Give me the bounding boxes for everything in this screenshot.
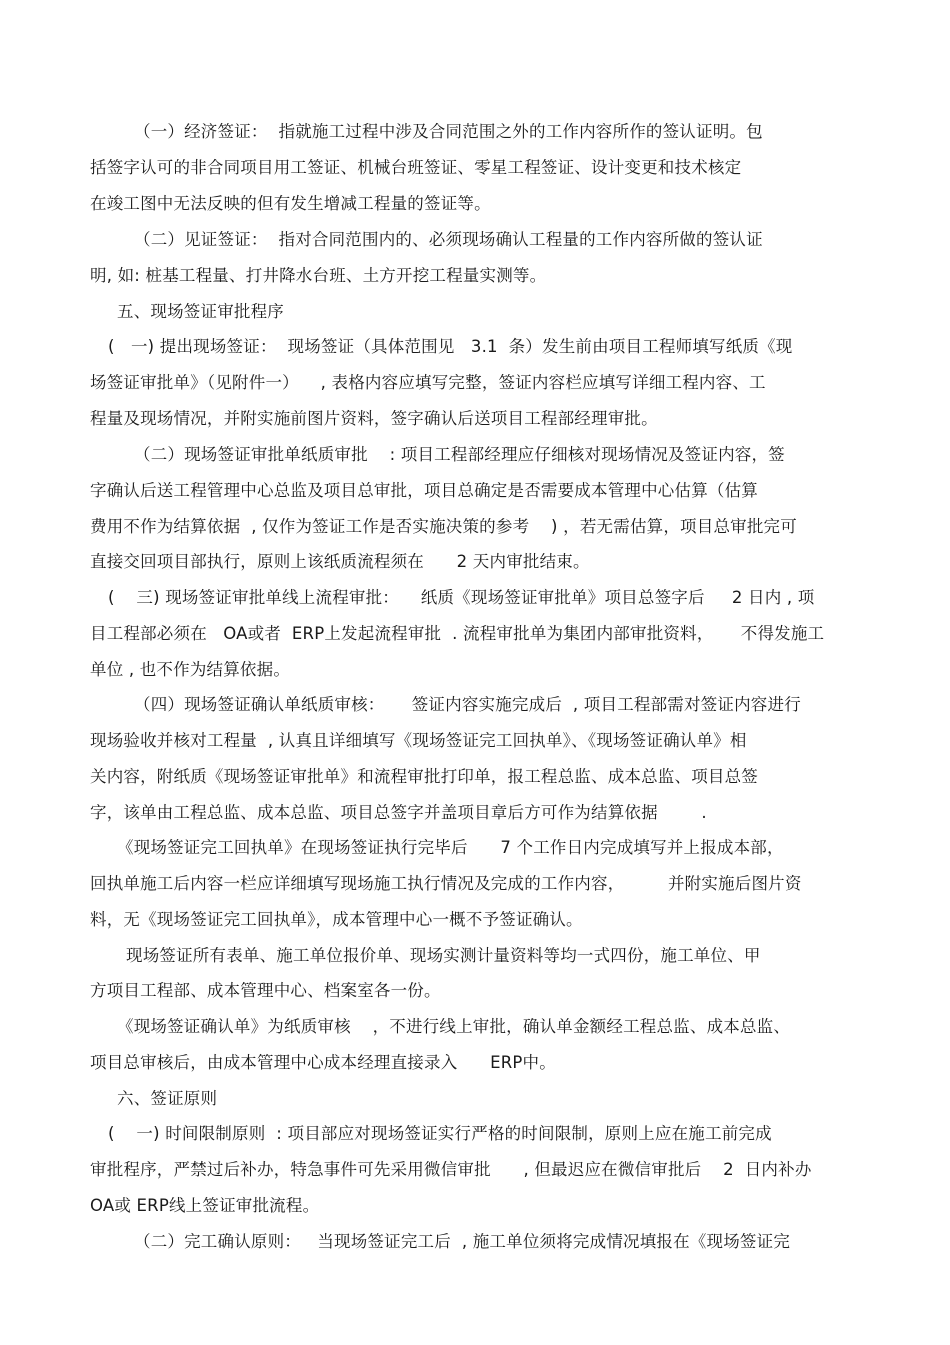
para-confirmation-form-line-1: 《现场签证确认单》为纸质审核 ，不进行线上审批，确认单金额经工程总监、成本总监、: [117, 1017, 791, 1036]
para-time-limit-line-3: OA或 ERP线上签证审批流程。: [90, 1196, 320, 1215]
para-witness-visa-line-2: 明, 如: 桩基工程量、打井降水台班、土方开挖工程量实测等。: [90, 266, 547, 285]
para-confirmation-review-line-1: （四）现场签证确认单纸质审核： 签证内容实施完成后 , 项目工程部需对签证内容进行: [134, 695, 801, 714]
para-economic-visa-line-1: （一）经济签证： 指就施工过程中涉及合同范围之外的工作内容所作的签认证明。包: [134, 122, 763, 141]
section-heading-approval-procedure: 五、现场签证审批程序: [117, 302, 284, 321]
para-time-limit-line-2: 审批程序，严禁过后补办，特急事件可先采用微信审批 , 但最迟应在微信审批后 2 日内补办: [90, 1160, 812, 1179]
para-completion-confirm-line-1: （二）完工确认原则： 当现场签证完工后 , 施工单位须将完成情况填报在《现场签证完: [134, 1232, 791, 1251]
para-completion-receipt-line-1: 《现场签证完工回执单》在现场签证执行完毕后 7 个工作日内完成填写并上报成本部，: [117, 838, 784, 857]
para-forms-copies-line-1: 现场签证所有表单、施工单位报价单、现场实测计量资料等均一式四份，施工单位、甲: [126, 946, 761, 965]
section-heading-visa-principles: 六、签证原则: [117, 1089, 218, 1108]
para-time-limit-line-1: ( 一) 时间限制原则 : 项目部应对现场签证实行严格的时间限制，原则上应在施工前完成: [108, 1124, 772, 1143]
para-online-approval-line-2: 目工程部必须在 OA或者 ERP上发起流程审批 . 流程审批单为集团内部审批资料， 不得发施工: [90, 624, 825, 643]
para-online-approval-line-1: ( 三) 现场签证审批单线上流程审批： 纸质《现场签证审批单》项目总签字后 2 日内 , 项: [108, 588, 815, 607]
para-online-approval-line-3: 单位 , 也不作为结算依据。: [90, 660, 291, 679]
para-confirmation-review-line-4: 字，该单由工程总监、成本总监、项目总签字并盖项目章后方可作为结算依据 .: [90, 803, 707, 822]
para-submit-visa-line-3: 程量及现场情况，并附实施前图片资料，签字确认后送项目工程部经理审批。: [90, 409, 658, 428]
para-economic-visa-line-2: 括签字认可的非合同项目用工签证、机械台班签证、零星工程签证、设计变更和技术核定: [90, 158, 742, 177]
para-paper-approval-line-3: 费用不作为结算依据 , 仅作为签证工作是否实施决策的参考 ) ，若无需估算，项目总审批完可: [90, 517, 797, 536]
para-completion-receipt-line-3: 料，无《现场签证完工回执单》，成本管理中心一概不予签证确认。: [90, 910, 583, 929]
para-submit-visa-line-1: ( 一) 提出现场签证： 现场签证（具体范围见 3.1 条）发生前由项目工程师填写纸质《现: [108, 337, 793, 356]
para-forms-copies-line-2: 方项目工程部、成本管理中心、档案室各一份。: [90, 981, 441, 1000]
para-paper-approval-line-1: （二）现场签证审批单纸质审批 : 项目工程部经理应仔细核对现场情况及签证内容，签: [134, 445, 785, 464]
para-completion-receipt-line-2: 回执单施工后内容一栏应详细填写现场施工执行情况及完成的工作内容， 并附实施后图片资: [90, 874, 802, 893]
para-confirmation-review-line-3: 关内容，附纸质《现场签证审批单》和流程审批打印单，报工程总监、成本总监、项目总签: [90, 767, 758, 786]
para-confirmation-review-line-2: 现场验收并核对工程量 , 认真且详细填写《现场签证完工回执单》、《现场签证确认单》相: [90, 731, 747, 750]
para-submit-visa-line-2: 场签证审批单》（见附件一） , 表格内容应填写完整，签证内容栏应填写详细工程内容、工: [90, 373, 766, 392]
para-confirmation-form-line-2: 项目总审核后，由成本管理中心成本经理直接录入 ERP中。: [90, 1053, 556, 1072]
para-economic-visa-line-3: 在竣工图中无法反映的但有发生增减工程量的签证等。: [90, 194, 491, 213]
para-paper-approval-line-4: 直接交回项目部执行，原则上该纸质流程须在 2 天内审批结束。: [90, 552, 590, 571]
para-witness-visa-line-1: （二）见证签证： 指对合同范围内的、必须现场确认工程量的工作内容所做的签认证: [134, 230, 763, 249]
para-paper-approval-line-2: 字确认后送工程管理中心总监及项目总审批，项目总确定是否需要成本管理中心估算（估算: [90, 481, 758, 500]
